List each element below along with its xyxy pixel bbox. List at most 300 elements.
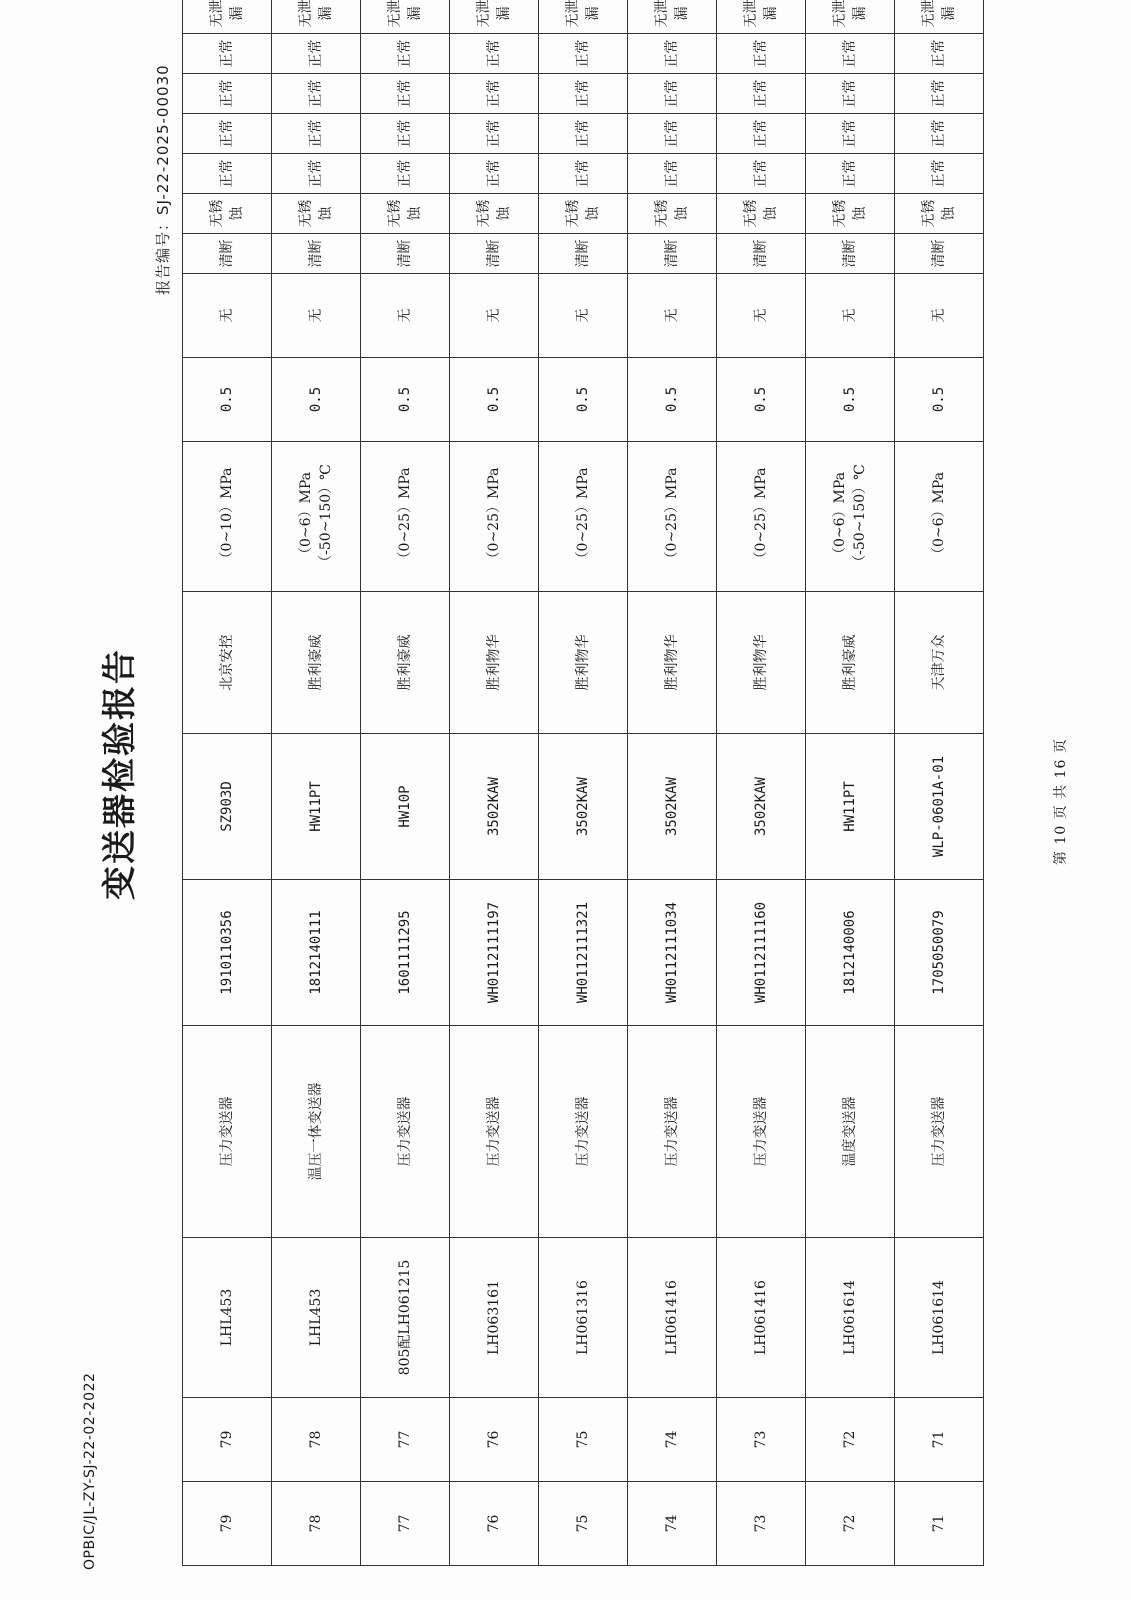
seq-cell-text: 79 [219,1514,235,1533]
seq-cell-text: 76 [486,1514,502,1533]
marking-cell-text: 清断 [664,239,680,268]
leak-cell-text: 无泄漏 [298,0,334,28]
check-4-cell-text: 正常 [575,39,591,68]
marking-cell-text: 清断 [842,239,858,268]
check-4-cell-text: 正常 [664,39,680,68]
manufacturer-cell-text: 胜利物华 [575,634,591,691]
range-cell [895,442,984,592]
index-cell [183,1398,272,1482]
rust-cell-text: 无锈蚀 [209,199,245,228]
check-4-cell [539,34,628,74]
location-cell [450,1238,539,1398]
leak-cell-text: 无泄漏 [565,0,601,28]
range-cell-text: （0~25）MPa [664,467,680,566]
rust-cell [895,194,984,234]
index-cell-text: 71 [931,1430,947,1449]
model-cell-text: HW10P [397,785,413,828]
range-cell [806,442,895,592]
seq-cell [895,1482,984,1566]
check-3-cell-text: 正常 [575,79,591,108]
damage-cell-text: 无 [219,308,235,323]
rust-cell-text: 无锈蚀 [387,199,423,228]
damage-cell [361,274,450,358]
check-2-cell-text: 正常 [219,119,235,148]
table-row [539,0,628,1566]
serial-number-cell-text: WH0112111034 [664,901,680,1004]
check-3-cell [628,74,717,114]
serial-number-cell-text: 1812140006 [842,910,858,995]
index-cell-text: 77 [397,1430,413,1449]
marking-cell [628,234,717,274]
accuracy-cell [628,358,717,442]
device-name-cell-text: 压力变送器 [575,1096,591,1167]
marking-cell-text: 清断 [931,239,947,268]
damage-cell-text: 无 [575,308,591,323]
check-3-cell-text: 正常 [664,79,680,108]
serial-number-cell [895,880,984,1026]
index-cell-text: 72 [842,1430,858,1449]
serial-number-cell-text: WH0112111160 [753,901,769,1004]
check-1-cell [806,154,895,194]
seq-cell-text: 74 [664,1514,680,1533]
model-cell [895,734,984,880]
accuracy-cell-text: 0.5 [575,386,591,413]
model-cell [539,734,628,880]
leak-cell-text: 无泄漏 [921,0,957,28]
marking-cell [183,234,272,274]
manufacturer-cell [895,592,984,734]
index-cell-text: 79 [219,1430,235,1449]
rust-cell [272,194,361,234]
check-4-cell [628,34,717,74]
accuracy-cell [806,358,895,442]
leak-cell [539,0,628,34]
device-name-cell [539,1026,628,1238]
check-2-cell [895,114,984,154]
leak-cell [183,0,272,34]
check-2-cell-text: 正常 [931,119,947,148]
serial-number-cell [628,880,717,1026]
check-1-cell-text: 正常 [842,159,858,188]
accuracy-cell-text: 0.5 [842,386,858,413]
marking-cell [539,234,628,274]
leak-cell [361,0,450,34]
location-cell-text: LHL453 [219,1288,235,1347]
device-name-cell [717,1026,806,1238]
check-1-cell-text: 正常 [486,159,502,188]
model-cell [361,734,450,880]
location-cell [361,1238,450,1398]
marking-cell [361,234,450,274]
damage-cell [628,274,717,358]
check-3-cell [361,74,450,114]
check-2-cell-text: 正常 [842,119,858,148]
check-1-cell-text: 正常 [308,159,324,188]
model-cell-text: SZ903D [219,781,235,832]
damage-cell [539,274,628,358]
range-cell-text: （0~25）MPa [397,467,413,566]
check-1-cell [628,154,717,194]
check-4-cell [450,34,539,74]
check-4-cell [361,34,450,74]
leak-cell [895,0,984,34]
model-cell [806,734,895,880]
model-cell-text: 3502KAW [486,777,502,837]
manufacturer-cell [628,592,717,734]
check-2-cell [539,114,628,154]
manufacturer-cell-text: 胜利物华 [664,634,680,691]
index-cell-text: 73 [753,1430,769,1449]
seq-cell-text: 78 [308,1514,324,1533]
damage-cell-text: 无 [664,308,680,323]
range-cell [628,442,717,592]
damage-cell [183,274,272,358]
leak-cell [806,0,895,34]
check-3-cell-text: 正常 [397,79,413,108]
leak-cell-text: 无泄漏 [743,0,779,28]
range-cell-text: （0~6）MPa （-50~150）℃ [298,464,334,569]
serial-number-cell [539,880,628,1026]
marking-cell-text: 清断 [486,239,502,268]
seq-cell-text: 75 [575,1514,591,1533]
range-cell [450,442,539,592]
seq-cell [272,1482,361,1566]
index-cell [450,1398,539,1482]
rust-cell [183,194,272,234]
check-2-cell [717,114,806,154]
accuracy-cell-text: 0.5 [931,386,947,413]
check-1-cell [272,154,361,194]
manufacturer-cell [717,592,806,734]
rust-cell-text: 无锈蚀 [743,199,779,228]
accuracy-cell [450,358,539,442]
index-cell-text: 75 [575,1430,591,1449]
check-3-cell-text: 正常 [753,79,769,108]
location-cell-text: 805配LH061215 [397,1259,413,1376]
table-row [895,0,984,1566]
manufacturer-cell-text: 胜利豪威 [842,634,858,691]
table-row [628,0,717,1566]
seq-cell [361,1482,450,1566]
rust-cell-text: 无锈蚀 [298,199,334,228]
form-code: OPBIC/JL-ZY-SJ-22-02-2022 [82,1372,98,1570]
range-cell-text: （0~25）MPa [753,467,769,566]
model-cell-text: HW11PT [308,781,324,832]
device-name-cell-text: 压力变送器 [931,1096,947,1167]
serial-number-cell [272,880,361,1026]
check-4-cell [806,34,895,74]
check-3-cell [895,74,984,114]
location-cell [183,1238,272,1398]
rust-cell [806,194,895,234]
model-cell [450,734,539,880]
model-cell-text: 3502KAW [664,777,680,837]
manufacturer-cell [539,592,628,734]
damage-cell-text: 无 [842,308,858,323]
serial-number-cell-text: 1601111295 [397,910,413,995]
model-cell [717,734,806,880]
index-cell [717,1398,806,1482]
accuracy-cell-text: 0.5 [753,386,769,413]
index-cell [272,1398,361,1482]
table-row [450,0,539,1566]
range-cell [361,442,450,592]
device-name-cell [272,1026,361,1238]
serial-number-cell [361,880,450,1026]
rust-cell [717,194,806,234]
device-name-cell-text: 压力变送器 [486,1096,502,1167]
accuracy-cell [361,358,450,442]
report-number: 报告编号：SJ-22-2025-00030 [154,64,172,295]
marking-cell-text: 清断 [219,239,235,268]
location-cell [717,1238,806,1398]
check-1-cell-text: 正常 [753,159,769,188]
device-name-cell-text: 温压一体变送器 [308,1082,324,1181]
check-2-cell-text: 正常 [486,119,502,148]
check-3-cell [717,74,806,114]
check-2-cell-text: 正常 [575,119,591,148]
check-3-cell [272,74,361,114]
accuracy-cell-text: 0.5 [219,386,235,413]
serial-number-cell [806,880,895,1026]
rust-cell [539,194,628,234]
check-4-cell [183,34,272,74]
index-cell [895,1398,984,1482]
seq-cell [450,1482,539,1566]
check-4-cell-text: 正常 [753,39,769,68]
accuracy-cell-text: 0.5 [664,386,680,413]
damage-cell-text: 无 [308,308,324,323]
location-cell [272,1238,361,1398]
device-name-cell-text: 压力变送器 [664,1096,680,1167]
page-number: 第 10 页 共 16 页 [1053,738,1069,865]
damage-cell [717,274,806,358]
range-cell-text: （0~25）MPa [486,467,502,566]
check-4-cell-text: 正常 [842,39,858,68]
check-2-cell [806,114,895,154]
marking-cell-text: 清断 [308,239,324,268]
range-cell-text: （0~6）MPa [931,471,947,562]
check-3-cell-text: 正常 [308,79,324,108]
damage-cell [450,274,539,358]
leak-cell-text: 无泄漏 [476,0,512,28]
location-cell-text: LHL453 [308,1288,324,1347]
accuracy-cell [895,358,984,442]
damage-cell [272,274,361,358]
location-cell [628,1238,717,1398]
check-1-cell-text: 正常 [664,159,680,188]
rust-cell-text: 无锈蚀 [654,199,690,228]
check-2-cell-text: 正常 [397,119,413,148]
manufacturer-cell [183,592,272,734]
damage-cell [895,274,984,358]
manufacturer-cell-text: 胜利物华 [486,634,502,691]
seq-cell-text: 77 [397,1514,413,1533]
manufacturer-cell-text: 胜利豪威 [308,634,324,691]
serial-number-cell [450,880,539,1026]
check-2-cell-text: 正常 [664,119,680,148]
serial-number-cell-text: 1910110356 [219,910,235,995]
leak-cell [272,0,361,34]
accuracy-cell [539,358,628,442]
report-title: 变送器检验报告 [100,648,140,900]
marking-cell-text: 清断 [575,239,591,268]
manufacturer-cell [272,592,361,734]
leak-cell-text: 无泄漏 [209,0,245,28]
model-cell-text: 3502KAW [575,777,591,837]
leak-cell [450,0,539,34]
table-row [272,0,361,1566]
leak-cell [628,0,717,34]
check-1-cell [539,154,628,194]
device-name-cell-text: 压力变送器 [397,1096,413,1167]
check-2-cell-text: 正常 [753,119,769,148]
seq-cell-text: 71 [931,1514,947,1533]
marking-cell [806,234,895,274]
check-1-cell [361,154,450,194]
device-name-cell [806,1026,895,1238]
model-cell-text: 3502KAW [753,777,769,837]
table-row [717,0,806,1566]
accuracy-cell [717,358,806,442]
index-cell [628,1398,717,1482]
model-cell [628,734,717,880]
check-1-cell-text: 正常 [931,159,947,188]
model-cell [183,734,272,880]
index-cell [361,1398,450,1482]
device-name-cell-text: 压力变送器 [219,1096,235,1167]
check-1-cell-text: 正常 [219,159,235,188]
check-4-cell [272,34,361,74]
range-cell [717,442,806,592]
seq-cell-text: 72 [842,1514,858,1533]
device-name-cell [895,1026,984,1238]
check-2-cell [183,114,272,154]
marking-cell [450,234,539,274]
marking-cell [895,234,984,274]
manufacturer-cell [806,592,895,734]
rust-cell [628,194,717,234]
location-cell-text: LH061416 [753,1280,769,1355]
rust-cell [450,194,539,234]
serial-number-cell-text: WH0112111197 [486,901,502,1004]
range-cell [272,442,361,592]
location-cell-text: LH061416 [664,1280,680,1355]
check-4-cell-text: 正常 [308,39,324,68]
location-cell-text: LH061614 [842,1280,858,1355]
location-cell-text: LH061614 [931,1280,947,1355]
range-cell-text: （0~10）MPa [219,467,235,566]
damage-cell-text: 无 [753,308,769,323]
seq-cell-text: 73 [753,1514,769,1533]
location-cell [806,1238,895,1398]
model-cell-text: HW11PT [842,781,858,832]
manufacturer-cell-text: 北京安控 [219,634,235,691]
rust-cell [361,194,450,234]
serial-number-cell-text: WH0112111321 [575,901,591,1004]
table-row [183,0,272,1566]
device-name-cell [450,1026,539,1238]
location-cell-text: LH061316 [575,1280,591,1355]
index-cell-text: 78 [308,1430,324,1449]
check-3-cell [539,74,628,114]
check-3-cell-text: 正常 [486,79,502,108]
check-2-cell [361,114,450,154]
range-cell-text: （0~6）MPa （-50~150）℃ [832,464,868,569]
check-4-cell-text: 正常 [219,39,235,68]
check-4-cell-text: 正常 [397,39,413,68]
marking-cell-text: 清断 [753,239,769,268]
serial-number-cell [717,880,806,1026]
table-row [361,0,450,1566]
check-3-cell-text: 正常 [842,79,858,108]
model-cell [272,734,361,880]
marking-cell-text: 清断 [397,239,413,268]
check-4-cell-text: 正常 [486,39,502,68]
manufacturer-cell [450,592,539,734]
check-1-cell [450,154,539,194]
manufacturer-cell-text: 天津万众 [931,634,947,691]
serial-number-cell-text: 1705050079 [931,910,947,995]
serial-number-cell-text: 1812140111 [308,910,324,995]
rust-cell-text: 无锈蚀 [921,199,957,228]
seq-cell [628,1482,717,1566]
seq-cell [183,1482,272,1566]
check-3-cell [806,74,895,114]
rust-cell-text: 无锈蚀 [565,199,601,228]
accuracy-cell [183,358,272,442]
accuracy-cell-text: 0.5 [486,386,502,413]
seq-cell [806,1482,895,1566]
device-name-cell-text: 温度变送器 [842,1096,858,1167]
damage-cell-text: 无 [931,308,947,323]
manufacturer-cell-text: 胜利豪威 [397,634,413,691]
device-name-cell [183,1026,272,1238]
check-2-cell [272,114,361,154]
seq-cell [539,1482,628,1566]
index-cell-text: 74 [664,1430,680,1449]
damage-cell [806,274,895,358]
accuracy-cell [272,358,361,442]
leak-cell-text: 无泄漏 [654,0,690,28]
device-name-cell-text: 压力变送器 [753,1096,769,1167]
check-3-cell [450,74,539,114]
accuracy-cell-text: 0.5 [308,386,324,413]
inspection-table [182,0,984,1566]
range-cell [183,442,272,592]
check-1-cell [717,154,806,194]
check-2-cell [628,114,717,154]
check-1-cell [895,154,984,194]
range-cell [539,442,628,592]
marking-cell [717,234,806,274]
check-4-cell-text: 正常 [931,39,947,68]
leak-cell-text: 无泄漏 [387,0,423,28]
location-cell-text: LH063161 [486,1280,502,1355]
check-3-cell [183,74,272,114]
check-1-cell [183,154,272,194]
serial-number-cell [183,880,272,1026]
leak-cell-text: 无泄漏 [832,0,868,28]
manufacturer-cell [361,592,450,734]
manufacturer-cell-text: 胜利物华 [753,634,769,691]
location-cell [895,1238,984,1398]
device-name-cell [361,1026,450,1238]
location-cell [539,1238,628,1398]
damage-cell-text: 无 [486,308,502,323]
rust-cell-text: 无锈蚀 [476,199,512,228]
check-4-cell [895,34,984,74]
